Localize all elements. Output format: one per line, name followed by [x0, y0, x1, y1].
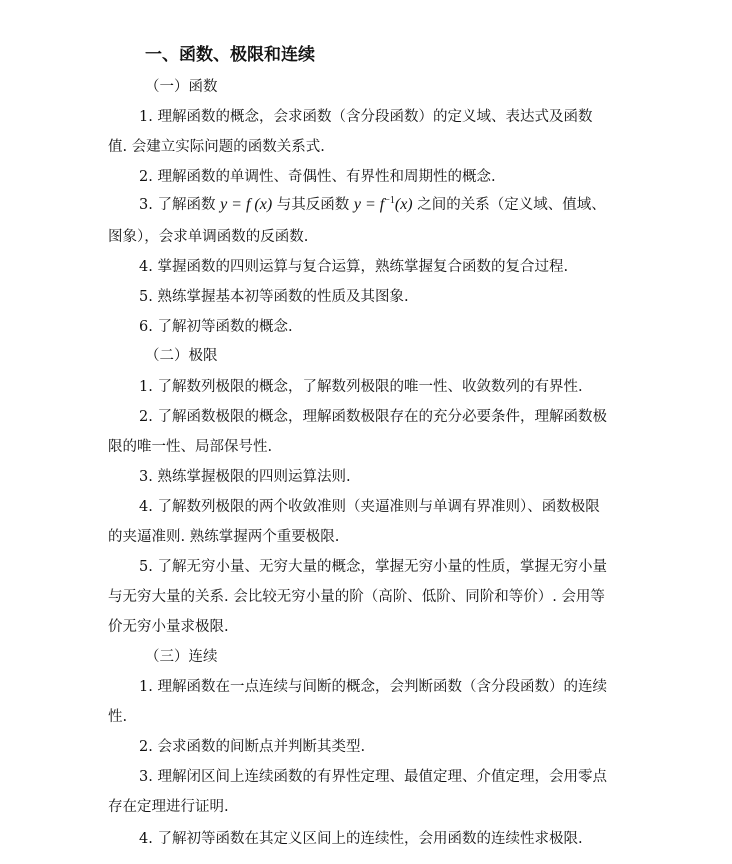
item-1-3-line-2: 图象），会求单调函数的反函数. — [108, 229, 309, 245]
item-2-5-line-3: 价无穷小量求极限. — [108, 619, 229, 635]
item-1-3-text-b: 与其反函数 — [276, 197, 350, 213]
item-3-3-line-2: 存在定理进行证明. — [108, 799, 229, 815]
item-3-3-line-1: 3. 理解闭区间上连续函数的有界性定理、最值定理、介值定理，会用零点 — [139, 769, 607, 785]
item-2-5-line-2: 与无穷大量的关系. 会比较无穷小量的阶（高阶、低阶、同阶和等价）. 会用等 — [108, 589, 605, 605]
item-2-2-line-1: 2. 了解函数极限的概念，理解函数极限存在的充分必要条件，理解函数极 — [139, 409, 607, 425]
item-3-1-line-2: 性. — [108, 709, 128, 725]
item-2-1: 1. 了解数列极限的概念，了解数列极限的唯一性、收敛数列的有界性. — [139, 379, 583, 395]
item-1-4: 4. 掌握函数的四则运算与复合运算，熟练掌握复合函数的复合过程. — [139, 259, 569, 275]
subsection-title-continuity: （三）连续 — [145, 649, 218, 665]
item-2-5-line-1: 5. 了解无穷小量、无穷大量的概念，掌握无穷小量的性质，掌握无穷小量 — [139, 559, 607, 575]
formula-inverse-exponent: −1 — [384, 195, 395, 206]
item-1-1-line-1: 1. 理解函数的概念，会求函数（含分段函数）的定义域、表达式及函数 — [139, 109, 593, 125]
item-3-2: 2. 会求函数的间断点并判断其类型. — [139, 739, 366, 755]
formula-inverse-function — [354, 196, 413, 213]
subsection-title-limits: （二）极限 — [145, 348, 218, 364]
formula-inverse-arg: (x) — [394, 196, 413, 213]
item-2-4-line-1: 4. 了解数列极限的两个收敛准则（夹逼准则与单调有界准则）、函数极限 — [139, 499, 600, 515]
item-2-4-line-2: 的夹逼准则. 熟练掌握两个重要极限. — [108, 529, 340, 545]
formula-inverse-base: y = f — [353, 196, 385, 213]
item-1-6: 6. 了解初等函数的概念. — [139, 319, 293, 335]
item-3-1-line-1: 1. 理解函数在一点连续与间断的概念，会判断函数（含分段函数）的连续 — [139, 679, 607, 695]
section-heading: 一、函数、极限和连续 — [145, 45, 315, 65]
item-3-4: 4. 了解初等函数在其定义区间上的连续性，会用函数的连续性求极限. — [139, 831, 583, 847]
item-1-3-line-1 — [139, 195, 606, 215]
item-1-2: 2. 理解函数的单调性、奇偶性、有界性和周期性的概念. — [139, 169, 496, 185]
item-1-3-text-c: 之间的关系（定义域、值域、 — [417, 197, 606, 213]
item-1-3-text-a: 3. 了解函数 — [139, 197, 216, 213]
subsection-title-functions: （一）函数 — [145, 79, 218, 95]
item-2-2-line-2: 限的唯一性、局部保号性. — [108, 439, 273, 455]
formula-function: y = f (x) — [220, 196, 273, 213]
item-2-3: 3. 熟练掌握极限的四则运算法则. — [139, 469, 351, 485]
item-1-1-line-2: 值. 会建立实际问题的函数关系式. — [108, 139, 325, 155]
item-1-5: 5. 熟练掌握基本初等函数的性质及其图象. — [139, 289, 409, 305]
